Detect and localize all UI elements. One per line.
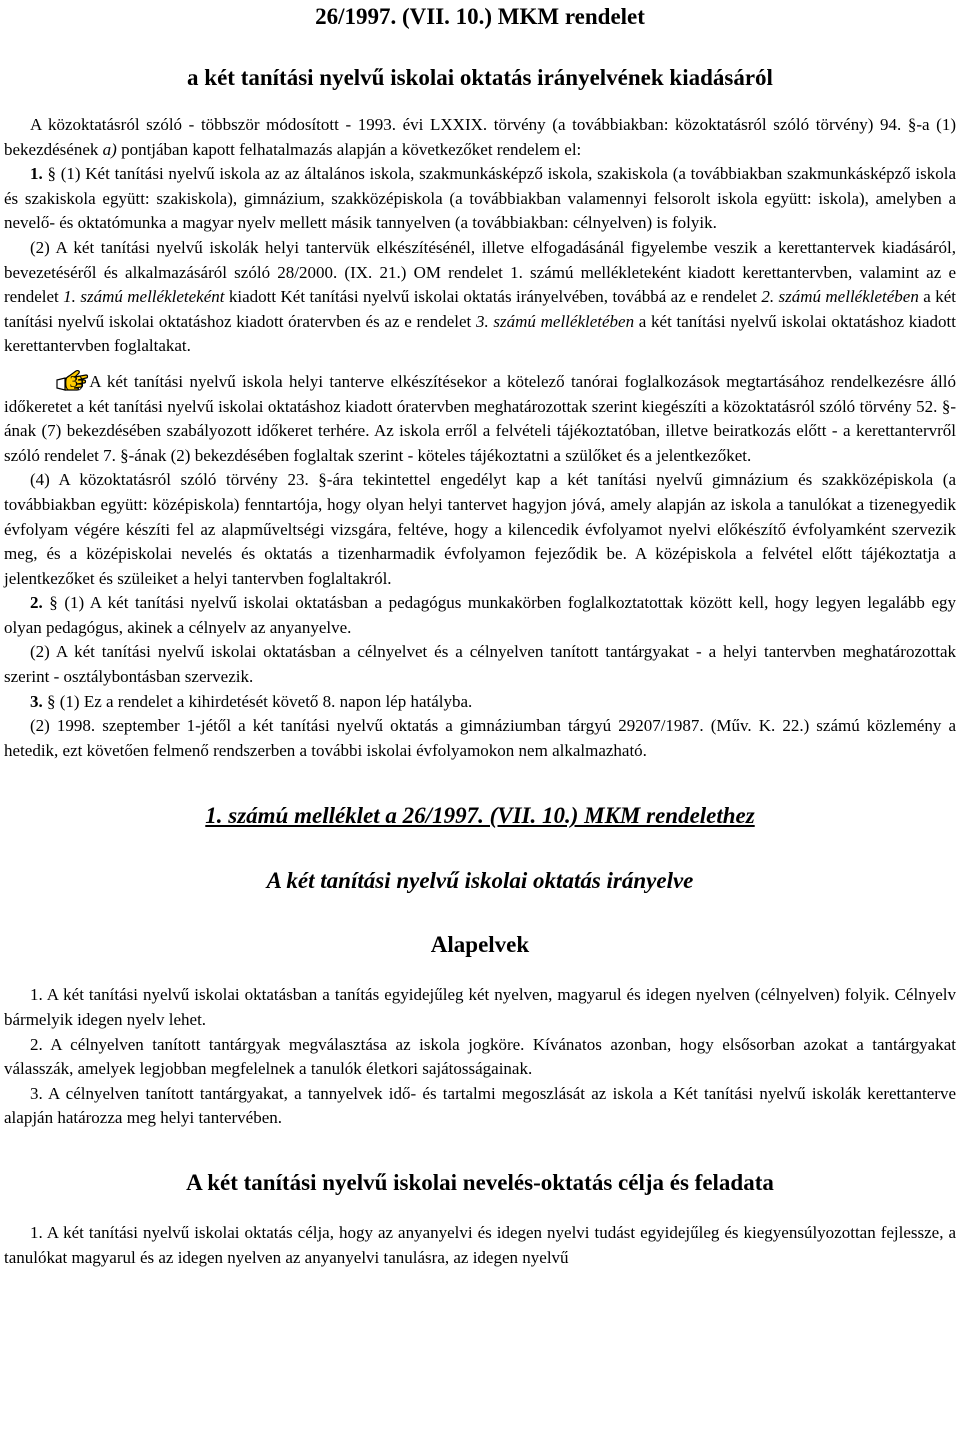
doc-title: 26/1997. (VII. 10.) MKM rendelet <box>315 4 645 29</box>
section-3-para-1: 3. § (1) Ez a rendelet a kihirdetését követő 8. napon lép hatályba. <box>30 691 473 711</box>
section-1-para-2: (2) A két tanítási nyelvű iskolák helyi tantervük elkészítésénél, illetve elfogadásánál figyelembe veszik a kerettantervek kiadásáról, bevezetéséről és alkalmazásáról szóló 28/2000. (IX. 21.) OM rendelet 1. számú mellékleteként kiadott kerettantervben, valamint az e rendelet 1. számú mellékleteként kiadott Két tanítási nyelvű iskolai oktatás irányelvében, továbbá az e rendelet 2. számú mellékletében a két tanítási nyelvű iskolai oktatáshoz kiadott óratervben és az e rendelet 3. számú mellékletében a két tanítási nyelvű iskolai oktatáshoz kiadott kerettantervben foglaltakat. <box>4 237 956 356</box>
principle-2: 2. A célnyelven tanított tantárgyak megválasztása az iskola jogköre. Kívánatos azonban, hogy elsősorban azokat a tantárgyakat válasszák, amelyek legjobban megfelelnek a tanulók életkori sajátosságainak. <box>4 1034 956 1079</box>
section-1-para-4: (4) A közoktatásról szóló törvény 23. §-ára tekintettel engedélyt kap a két tanítási nyelvű gimnázium és szakközépiskola (a továbbiakban együtt: középiskola) fenntartója, hogy olyan helyi tantervet hagyjon jóvá, amely alapján az iskola a tanulókat a tizenegyedik évfolyam végére készíti fel az alapműveltségi vizsgára, feltéve, hogy a kilencedik évfolyamot nyelvi előkészítő évfolyamként szervezik meg, és a középiskolai nevelés és oktatás a tizenharmadik évfolyamon fejeződik be. A középiskola a felvétel előtt tájékoztatja a jelentkezőket és szüleiket a helyi tantervben foglaltakról. <box>4 470 956 588</box>
section-3-para-2: (2) 1998. szeptember 1-jétől a két tanítási nyelvű oktatás a gimnáziumban tárgyú 29207/1987. (Műv. K. 22.) számú közlemény a hetedik, ezt követően felmenő rendszerben a további iskolai évfolyamokon nem alkalmazható. <box>4 716 956 760</box>
section-2-para-2: (2) A két tanítási nyelvű iskolai oktatásban a célnyelvet és a célnyelven tanított tantárgyakat - a helyi tantervben meghatározottak szerint - osztálybontásban szervezik. <box>4 642 956 687</box>
section-number: 3. <box>30 691 43 711</box>
principles-heading: Alapelvek <box>430 932 530 958</box>
principle-1: 1. A két tanítási nyelvű iskolai oktatásban a tanítás egyidejűleg két nyelven, magyarul és idegen nyelven (célnyelven) folyik. Célnyelv bármelyik idegen nyelv lehet. <box>4 985 956 1030</box>
pointing-hand-icon[interactable] <box>30 367 64 391</box>
section-1-para-1: 1. § (1) Két tanítási nyelvű iskola az az általános iskola, szakmunkásképző iskola, szakiskola (a továbbiakban szakmunkásképző iskola és szakiskola együtt: szakiskola), gimnázium, szakközépiskola (a továbbiakban valamennyi felsorolt iskola együtt: iskola), amelyben a nevelő- és oktatómunka a magyar nyelv mellett másik tannyelven (a továbbiakban: célnyelven) is folyik. <box>4 164 956 233</box>
annex-title: 1. számú melléklet a 26/1997. (VII. 10.) MKM rendelethez <box>205 803 755 829</box>
section-1-para-3: (3) A két tanítási nyelvű iskola helyi tanterve elkészítésekor a kötelező tanórai foglalkozások megtartásához rendelkezésre álló időkeretet a két tanítási nyelvű iskolai oktatáshoz kiadott óratervben meghatározottak szerint kiegészíti a közoktatásról szóló törvény 52. §-ának (7) bekezdésében szabályozott időkeret terhére. Az iskola erről a felvételi tájékoztatóban, illetve beiratkozás előtt - a kerettantervről szóló rendelet 7. §-ának (2) bekezdésében foglaltak szerint - köteles tájékoztatni a szülőket és a jelentkezőket. <box>4 367 956 468</box>
section-number: 1. <box>30 164 43 184</box>
goal-1: 1. A két tanítási nyelvű iskolai oktatás célja, hogy az anyanyelvi és idegen nyelvi tudást egyidejűleg és kiegyensúlyozottan fejlessze, a tanulókat magyarul és az idegen nyelven az anyanyelvi tanulásra, az idegen nyelvű <box>4 1223 956 1267</box>
section-2-para-1: 2. § (1) A két tanítási nyelvű iskolai oktatásban a pedagógus munkakörben foglalkoztatottak között kell, hogy legyen legalább egy olyan pedagógus, akinek a célnyelv az anyanyelve. <box>4 593 956 637</box>
section-number: 2. <box>30 593 43 613</box>
goal-heading: A két tanítási nyelvű iskolai nevelés-oktatás célja és feladata <box>186 1170 774 1195</box>
doc-subtitle: a két tanítási nyelvű iskolai oktatás irányelvének kiadásáról <box>187 65 773 90</box>
principle-3: 3. A célnyelven tanított tantárgyakat, a tannyelvek idő- és tartalmi megoszlását az iskola a Két tanítási nyelvű iskolák kerettanterve alapján határozza meg helyi tantervében. <box>4 1083 956 1128</box>
annex-subtitle: A két tanítási nyelvű iskolai oktatás irányelve <box>266 868 694 894</box>
intro-paragraph: A közoktatásról szóló - többször módosított - 1993. évi LXXIX. törvény (a továbbiakban: közoktatásról szóló törvény) 94. §-a (1) bekezdésének a) pontjában kapott felhatalmazás alapján a következőket rendelem el: <box>4 115 956 159</box>
